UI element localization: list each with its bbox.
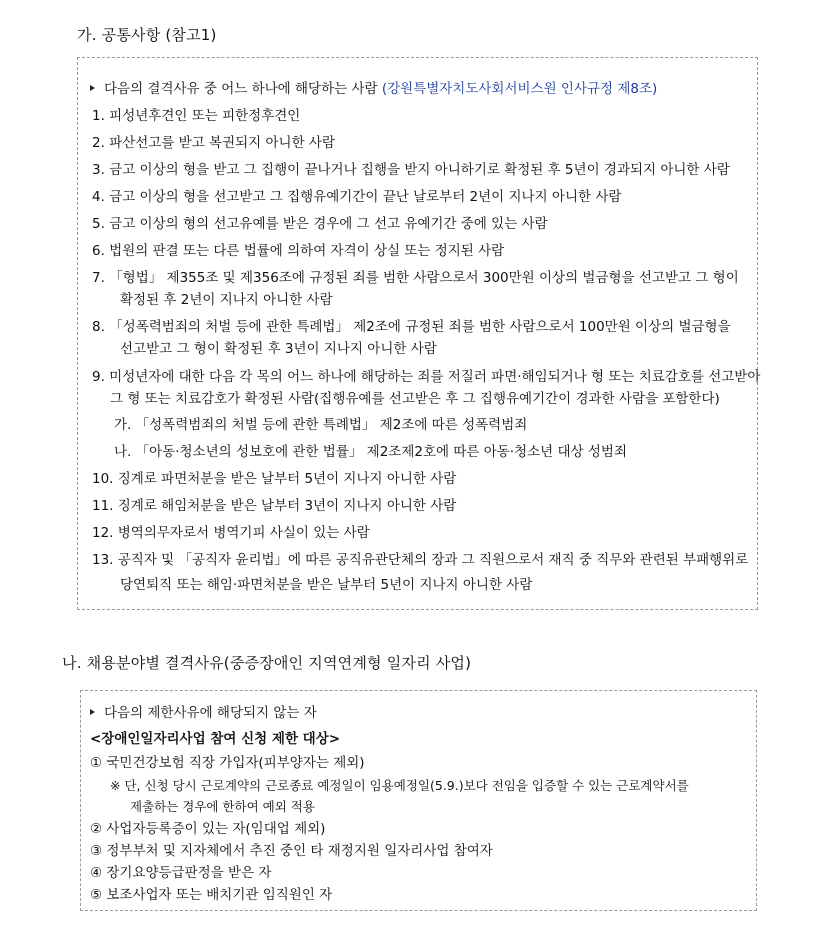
sub-list-item: 나. 「아동·청소년의 성보호에 관한 법률」 제2조제2호에 따른 아동·청소년 대상 성범죄 [114,444,627,460]
list-item: 2. 파산선고를 받고 복권되지 아니한 사람 [92,135,335,151]
section-b-intro: 다음의 제한사유에 해당되지 않는 자 [104,705,317,721]
sub-list-item: 가. 「성폭력범죄의 처벌 등에 관한 특례법」 제2조에 따른 성폭력범죄 [114,417,528,433]
list-item: 9. 미성년자에 대한 다음 각 목의 어느 하나에 해당하는 죄를 저질러 파면·해임되거나 형 또는 치료감호를 선고받아 [92,369,761,385]
section-b-intro-line [90,704,317,722]
list-item: ⑤ 보조사업자 또는 배치기관 임직원인 자 [90,887,333,903]
section-a-heading: 가. 공통사항 (참고1) [77,26,217,44]
list-item: 7. 「형법」 제355조 및 제356조에 규정된 죄를 범한 사람으로서 300만원 이상의 벌금형을 선고받고 그 형이 [92,270,739,286]
list-item: ④ 장기요양등급판정을 받은 자 [90,865,272,881]
bullet-triangle-icon [90,709,95,715]
note-item-continuation: 제출하는 경우에 한하여 예외 적용 [130,799,315,814]
list-item: 11. 징계로 해임처분을 받은 날부터 3년이 지나지 아니한 사람 [92,498,457,514]
list-item-continuation: 선고받고 그 형이 확정된 후 3년이 지나지 아니한 사람 [120,341,437,357]
list-item: 3. 금고 이상의 형을 받고 그 집행이 끝나거나 집행을 받지 아니하기로 확정된 후 5년이 경과되지 아니한 사람 [92,162,730,178]
list-item: 5. 금고 이상의 형의 선고유예를 받은 경우에 그 선고 유예기간 중에 있는 사람 [92,216,548,232]
list-item: 6. 법원의 판결 또는 다른 법률에 의하여 자격이 상실 또는 정지된 사람 [92,243,505,259]
list-item: 1. 피성년후견인 또는 피한정후견인 [92,108,301,124]
list-item: ③ 정부부처 및 지자체에서 추진 중인 타 재정지원 일자리사업 참여자 [90,843,493,859]
list-item: ① 국민건강보험 직장 가입자(피부양자는 제외) [90,755,365,771]
list-item: 8. 「성폭력범죄의 처벌 등에 관한 특례법」 제2조에 규정된 죄를 범한 사람으로서 100만원 이상의 벌금형을 [92,319,731,335]
list-item-continuation: 당연퇴직 또는 해임·파면처분을 받은 날부터 5년이 지나지 아니한 사람 [120,577,533,593]
list-item: 12. 병역의무자로서 병역기피 사실이 있는 사람 [92,525,370,541]
list-item: 4. 금고 이상의 형을 선고받고 그 집행유예기간이 끝난 날로부터 2년이 지나지 아니한 사람 [92,189,622,205]
section-a-intro-ref: (강원특별자치도사회서비스원 인사규정 제8조) [381,81,658,97]
list-item: ② 사업자등록증이 있는 자(임대업 제외) [90,821,326,837]
section-a-intro: 다음의 결격사유 중 어느 하나에 해당하는 사람 [104,81,378,97]
section-a-intro-line [90,80,657,98]
list-item: 10. 징계로 파면처분을 받은 날부터 5년이 지나지 아니한 사람 [92,471,457,487]
section-b-heading: 나. 채용분야별 결격사유(중증장애인 지역연계형 일자리 사업) [62,654,472,672]
section-b-subtitle: <장애인일자리사업 참여 신청 제한 대상> [90,731,341,747]
bullet-triangle-icon [90,85,95,91]
list-item-continuation: 확정된 후 2년이 지나지 아니한 사람 [120,292,333,308]
note-item: ※ 단, 신청 당시 근로계약의 근로종료 예정일이 임용예정일(5.9.)보다 전임을 입증할 수 있는 근로계약서를 [110,778,689,793]
list-item: 13. 공직자 및 「공직자 윤리법」에 따른 공직유관단체의 장과 그 직원으로서 재직 중 직무와 관련된 부패행위로 [92,552,749,568]
list-item-continuation: 그 형 또는 치료감호가 확정된 사람(집행유예를 선고받은 후 그 집행유예기간이 경과한 사람을 포함한다) [110,391,720,407]
